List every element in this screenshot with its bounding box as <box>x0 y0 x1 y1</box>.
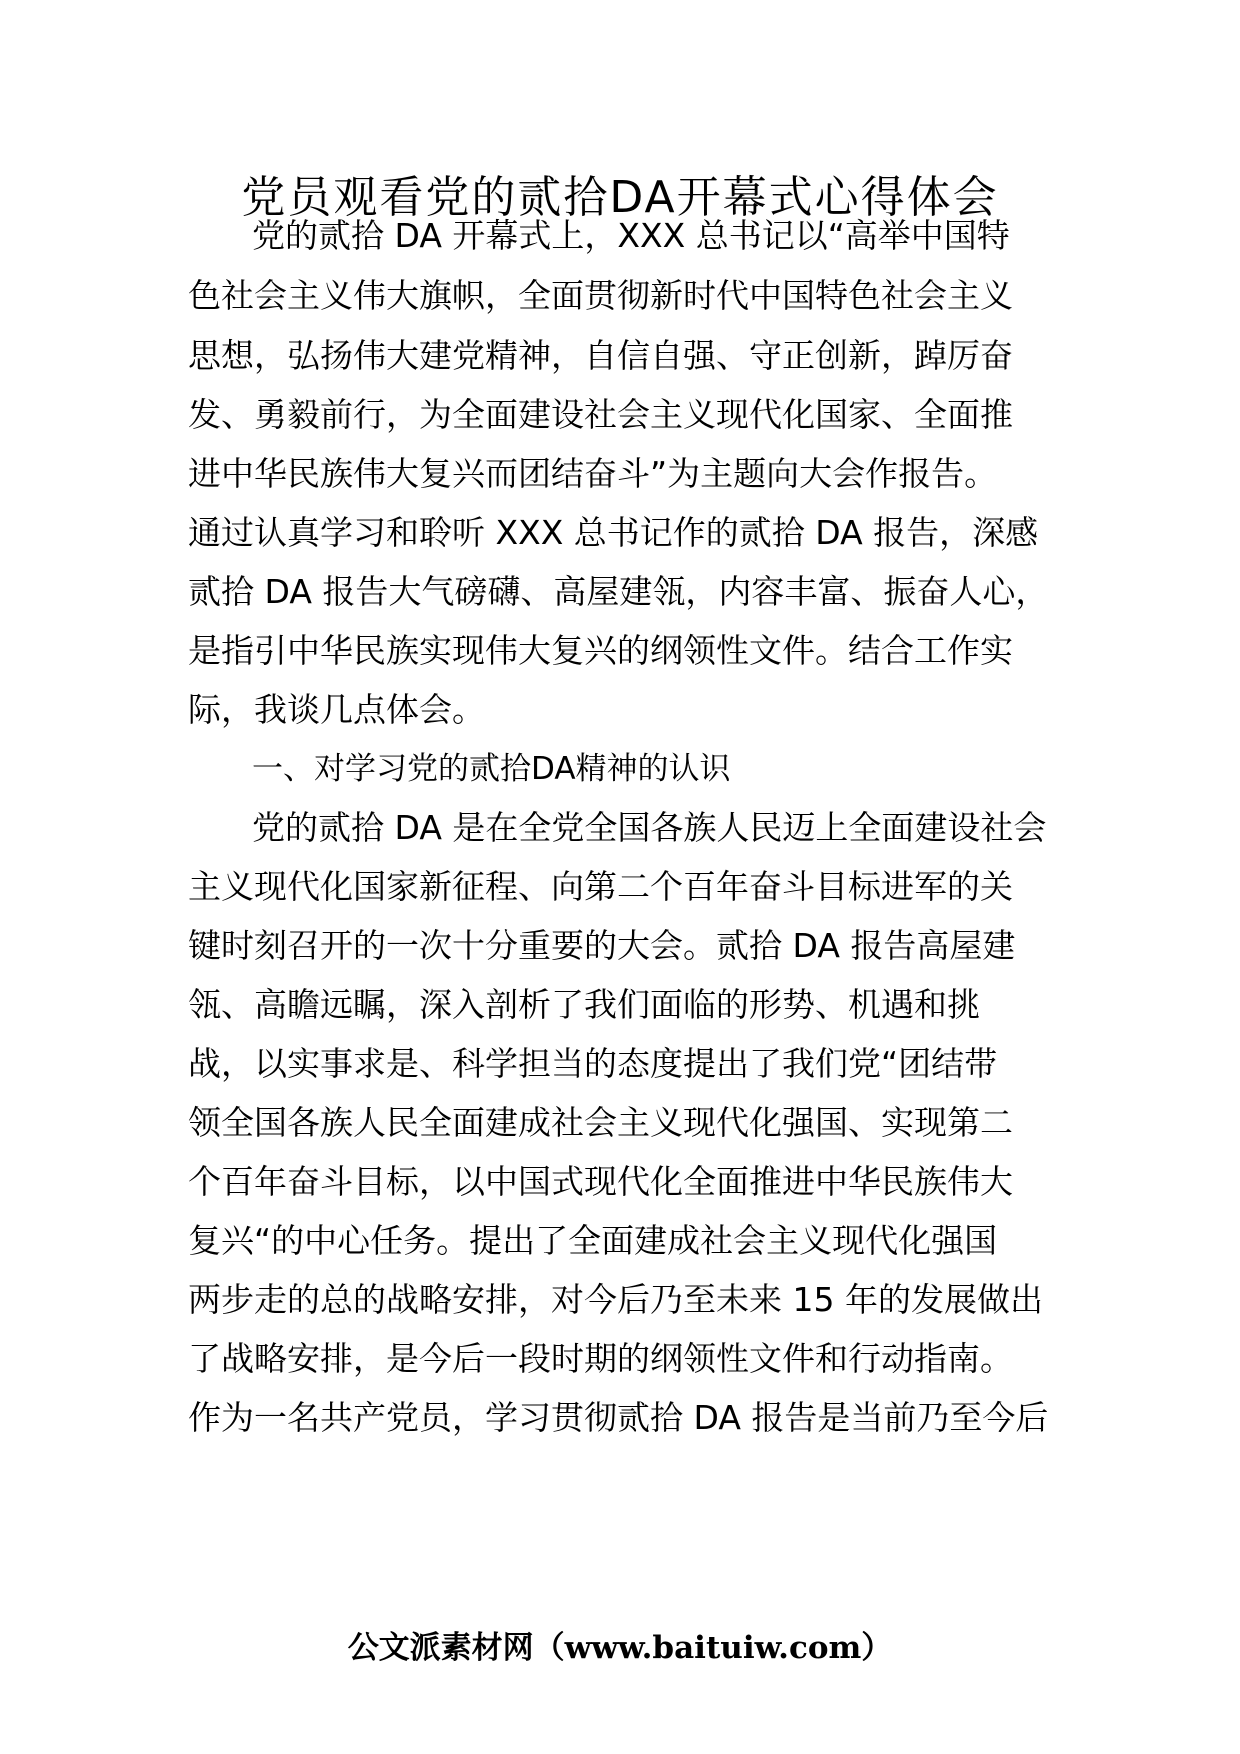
document-title: 党员观看党的贰拾DA开幕式心得体会 <box>241 172 999 223</box>
paragraph-line: 个百年奋斗目标，以中国式现代化全面推进中华民族伟大 <box>188 1162 1013 1201</box>
paragraph-line: 键时刻召开的一次十分重要的大会。贰拾 DA 报告高屋建 <box>188 926 1016 965</box>
paragraph-line: 思想，弘扬伟大建党精神，自信自强、守正创新，踔厉奋 <box>188 336 1013 375</box>
paragraph-line: 通过认真学习和聆听 XXX 总书记作的贰拾 DA 报告，深感 <box>188 513 1039 552</box>
paragraph-line: 主义现代化国家新征程、向第二个百年奋斗目标进军的关 <box>188 867 1013 906</box>
section-heading: 一、对学习党的贰拾DA精神的认识 <box>252 751 731 787</box>
paragraph-line: 战，以实事求是、科学担当的态度提出了我们党“团结带 <box>188 1044 998 1083</box>
paragraph-line: 领全国各族人民全面建成社会主义现代化强国、实现第二 <box>188 1103 1013 1142</box>
paragraph-line: 际，我谈几点体会。 <box>188 690 485 729</box>
paragraph-line: 是指引中华民族实现伟大复兴的纲领性文件。结合工作实 <box>188 631 1013 670</box>
paragraph-line: 进中华民族伟大复兴而团结奋斗”为主题向大会作报告。 <box>188 454 998 493</box>
paragraph-line: 两步走的总的战略安排，对今后乃至未来 15 年的发展做出 <box>188 1280 1043 1319</box>
paragraph-line: 贰拾 DA 报告大气磅礴、高屋建瓴，内容丰富、振奋人心， <box>188 572 1049 611</box>
paragraph-line: 瓴、高瞻远瞩，深入剖析了我们面临的形势、机遇和挑 <box>188 985 980 1024</box>
paragraph-line: 了战略安排，是今后一段时期的纲领性文件和行动指南。 <box>188 1339 1013 1378</box>
paragraph-line: 发、勇毅前行，为全面建设社会主义现代化国家、全面推 <box>188 395 1013 434</box>
paragraph-line: 色社会主义伟大旗帜，全面贯彻新时代中国特色社会主义 <box>188 276 1013 315</box>
paragraph-line: 党的贰拾 DA 开幕式上，XXX 总书记以“高举中国特 <box>252 216 1010 255</box>
paragraph-line: 党的贰拾 DA 是在全党全国各族人民迈上全面建设社会 <box>252 808 1047 847</box>
paragraph-line: 作为一名共产党员，学习贯彻贰拾 DA 报告是当前乃至今后 <box>188 1398 1049 1437</box>
paragraph-line: 复兴“的中心任务。提出了全面建成社会主义现代化强国 <box>188 1221 998 1260</box>
footer-watermark-text: 公文派素材网（www.baituiw.com） <box>347 1630 893 1666</box>
